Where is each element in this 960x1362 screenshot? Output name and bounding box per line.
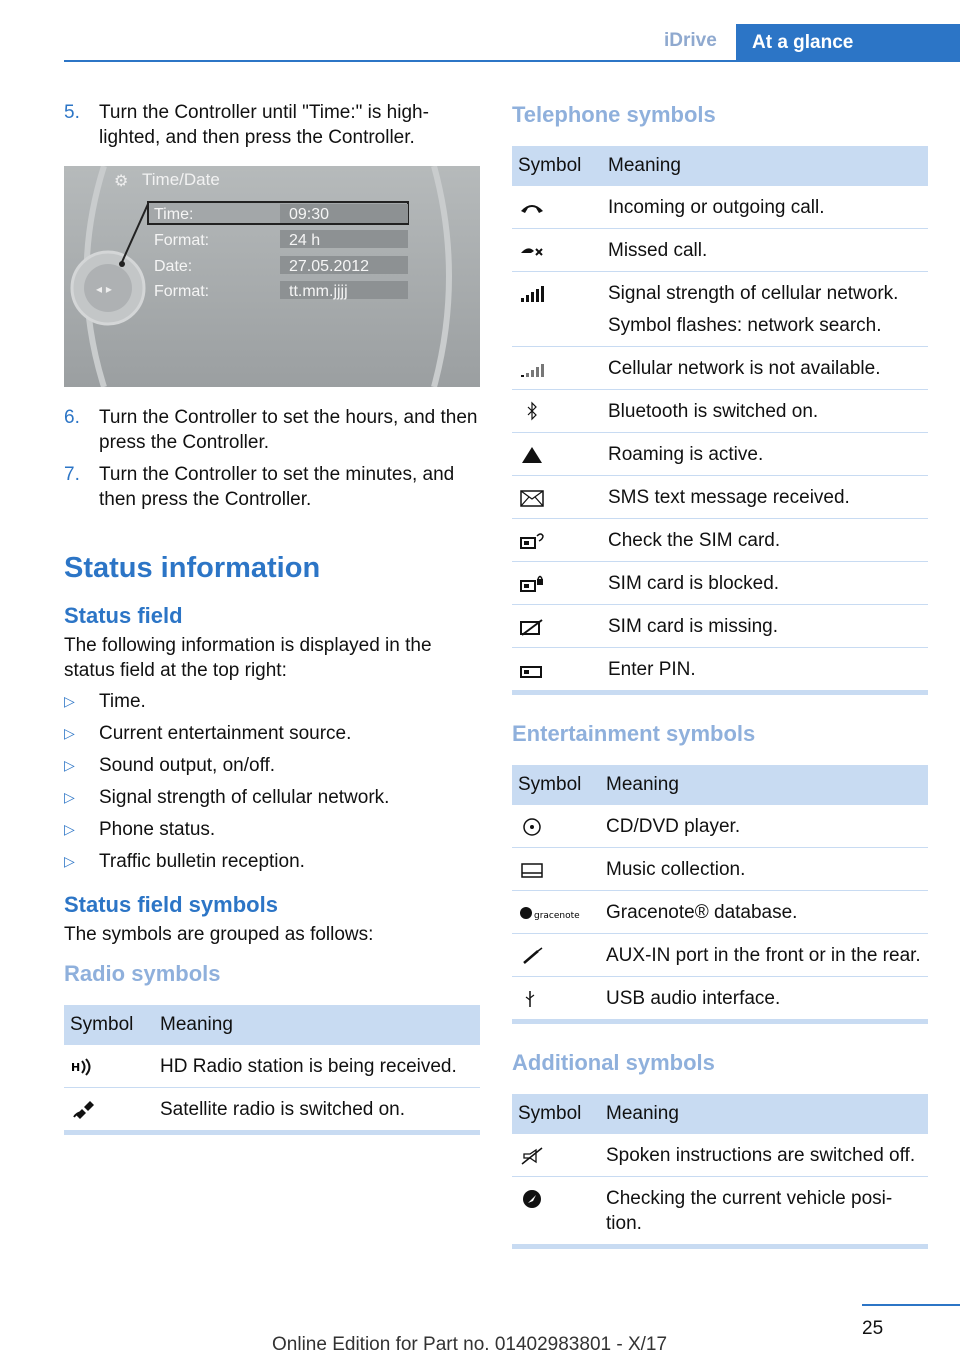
telephone-meaning: Enter PIN. <box>602 648 928 693</box>
status-field-text: The following information is displayed in the status field at the top right: <box>64 635 432 681</box>
step-number: 6. <box>64 407 80 428</box>
screen-label-time: Time: <box>154 206 194 223</box>
table-row <box>512 848 928 891</box>
aux-in-icon <box>518 945 546 967</box>
entertainment-meaning: Gracenote® database. <box>600 891 928 934</box>
sim-check-icon <box>518 530 546 552</box>
table-row <box>512 229 928 272</box>
meaning-column-header: Meaning <box>154 1005 480 1045</box>
triangle-bullet-icon: ▷ <box>64 821 75 837</box>
entertainment-symbols-table <box>512 765 928 1024</box>
telephone-meaning: Roaming is active. <box>602 433 928 476</box>
status-field-symbols-heading: Status field symbols <box>64 892 278 917</box>
screen-label-format2: Format: <box>154 283 210 300</box>
step-number: 5. <box>64 102 80 123</box>
additional-meaning: Checking the current vehicle posi‐tion. <box>600 1177 928 1247</box>
screen-value-format: 24 h <box>289 232 321 249</box>
entertainment-meaning: Music collection. <box>600 848 928 891</box>
table-row <box>512 977 928 1022</box>
svg-text:◂ ▸: ◂ ▸ <box>96 282 112 296</box>
additional-symbols-table <box>512 1094 928 1249</box>
header-section: iDrive <box>664 30 717 51</box>
step-number: 7. <box>64 464 80 485</box>
hd-radio-icon <box>70 1056 98 1078</box>
symbol-column-header: Symbol <box>64 1005 154 1045</box>
bluetooth-icon <box>518 401 546 423</box>
symbol-column-header: Symbol <box>512 765 600 805</box>
table-row <box>512 186 928 229</box>
entertainment-meaning: CD/DVD player. <box>600 805 928 848</box>
step-text: Turn the Controller to set the hours, and then press the Controller. <box>99 407 478 453</box>
additional-meaning: Spoken instructions are switched off. <box>600 1134 928 1177</box>
svg-text:gracenote: gracenote <box>534 910 580 921</box>
telephone-symbols-table <box>512 146 928 695</box>
table-row <box>512 1134 928 1177</box>
meaning-column-header: Meaning <box>600 765 928 805</box>
telephone-meaning: Check the SIM card. <box>602 519 928 562</box>
signal-note: Symbol flashes: network search. <box>608 315 882 336</box>
screen-title: Time/Date <box>142 170 220 189</box>
step-text: Turn the Controller to set the minutes, and then press the Controller. <box>99 464 455 510</box>
step-6 <box>64 405 480 455</box>
sim-missing-icon <box>518 616 546 638</box>
table-header-row <box>512 765 928 805</box>
voice-off-icon <box>518 1145 546 1167</box>
meaning-column-header: Meaning <box>602 146 928 186</box>
table-row <box>512 934 928 977</box>
table-row <box>512 519 928 562</box>
radio-symbols-table <box>64 1005 480 1135</box>
table-row <box>512 433 928 476</box>
step-7 <box>64 462 480 512</box>
screen-value-format2: tt.mm.jjjj <box>289 283 348 300</box>
footer-rule <box>862 1304 960 1306</box>
table-row <box>512 1177 928 1247</box>
table-row <box>512 648 928 693</box>
table-row <box>512 562 928 605</box>
table-row <box>512 272 928 347</box>
signal-strength-icon <box>518 283 546 305</box>
list-item: ▷ Time. <box>64 691 146 712</box>
list-item: ▷ Phone status. <box>64 819 216 840</box>
satellite-icon <box>70 1099 98 1121</box>
svg-text:H: H <box>71 1060 81 1074</box>
no-network-icon <box>518 358 546 380</box>
table-row <box>512 805 928 848</box>
vehicle-position-icon <box>518 1188 546 1210</box>
entertainment-meaning: AUX-IN port in the front or in the rear. <box>600 934 928 977</box>
table-row <box>512 390 928 433</box>
meaning-column-header: Meaning <box>600 1094 928 1134</box>
missed-call-icon <box>518 240 546 262</box>
radio-symbols-heading: Radio symbols <box>64 961 221 986</box>
telephone-symbols-heading: Telephone symbols <box>512 102 716 127</box>
table-header-row <box>512 1094 928 1134</box>
step-text: Turn the Controller until "Time:" is high‐lighted, and then press the Controller. <box>99 102 429 148</box>
table-row <box>512 605 928 648</box>
status-field-heading: Status field <box>64 603 183 628</box>
telephone-meaning: Cellular network is not available. <box>602 347 928 390</box>
table-row <box>64 1045 480 1088</box>
symbol-column-header: Symbol <box>512 1094 600 1134</box>
telephone-meaning: SMS text message received. <box>602 476 928 519</box>
status-information-heading: Status information <box>64 552 321 584</box>
sim-blocked-icon <box>518 573 546 595</box>
triangle-bullet-icon: ▷ <box>64 757 75 773</box>
edition-note: Online Edition for Part no. 01402983801 - X/17 <box>272 1334 668 1355</box>
triangle-bullet-icon: ▷ <box>64 853 75 869</box>
list-item: ▷ Traffic bulletin reception. <box>64 851 305 872</box>
screen-value-time: 09:30 <box>289 206 330 223</box>
table-row <box>64 1088 480 1133</box>
table-row <box>512 347 928 390</box>
entertainment-meaning: USB audio interface. <box>600 977 928 1022</box>
header-rule <box>64 60 960 62</box>
screen-value-date: 27.05.2012 <box>289 258 370 275</box>
telephone-meaning: Signal strength of cellular network. <box>608 283 899 304</box>
header-tab: At a glance <box>736 24 960 62</box>
table-row <box>512 476 928 519</box>
phone-call-icon <box>518 197 546 219</box>
roaming-icon <box>518 444 546 466</box>
telephone-meaning: Incoming or outgoing call. <box>602 186 928 229</box>
usb-icon <box>518 988 546 1010</box>
telephone-meaning: SIM card is missing. <box>602 605 928 648</box>
music-collection-icon <box>518 859 546 881</box>
symbol-column-header: Symbol <box>512 146 602 186</box>
enter-pin-icon <box>518 659 546 681</box>
table-header-row <box>64 1005 480 1045</box>
cd-dvd-icon <box>518 816 546 838</box>
gear-icon: ⚙ <box>114 171 129 190</box>
telephone-meaning: SIM card is blocked. <box>602 562 928 605</box>
entertainment-symbols-heading: Entertainment symbols <box>512 721 756 746</box>
table-row <box>512 891 928 934</box>
step-5 <box>64 100 480 150</box>
time-date-screenshot <box>64 166 480 387</box>
list-item: ▷ Sound output, on/off. <box>64 755 276 776</box>
table-header-row <box>512 146 928 186</box>
page-number: 25 <box>862 1318 884 1339</box>
triangle-bullet-icon: ▷ <box>64 693 75 709</box>
gracenote-logo-icon <box>518 902 584 924</box>
left-column <box>64 100 480 1135</box>
list-item: ▷ Current entertainment source. <box>64 723 352 744</box>
status-field-symbols-text: The symbols are grouped as follows: <box>64 924 374 945</box>
telephone-meaning: Bluetooth is switched on. <box>602 390 928 433</box>
right-column <box>512 100 928 1249</box>
radio-meaning: Satellite radio is switched on. <box>154 1088 480 1133</box>
telephone-meaning: Missed call. <box>602 229 928 272</box>
screen-label-date: Date: <box>154 258 193 275</box>
list-item: ▷ Signal strength of cellular network. <box>64 787 390 808</box>
sms-envelope-icon <box>518 487 546 509</box>
screen-label-format: Format: <box>154 232 210 249</box>
additional-symbols-heading: Additional symbols <box>512 1050 715 1075</box>
triangle-bullet-icon: ▷ <box>64 789 75 805</box>
radio-meaning: HD Radio station is being received. <box>154 1045 480 1088</box>
triangle-bullet-icon: ▷ <box>64 725 75 741</box>
